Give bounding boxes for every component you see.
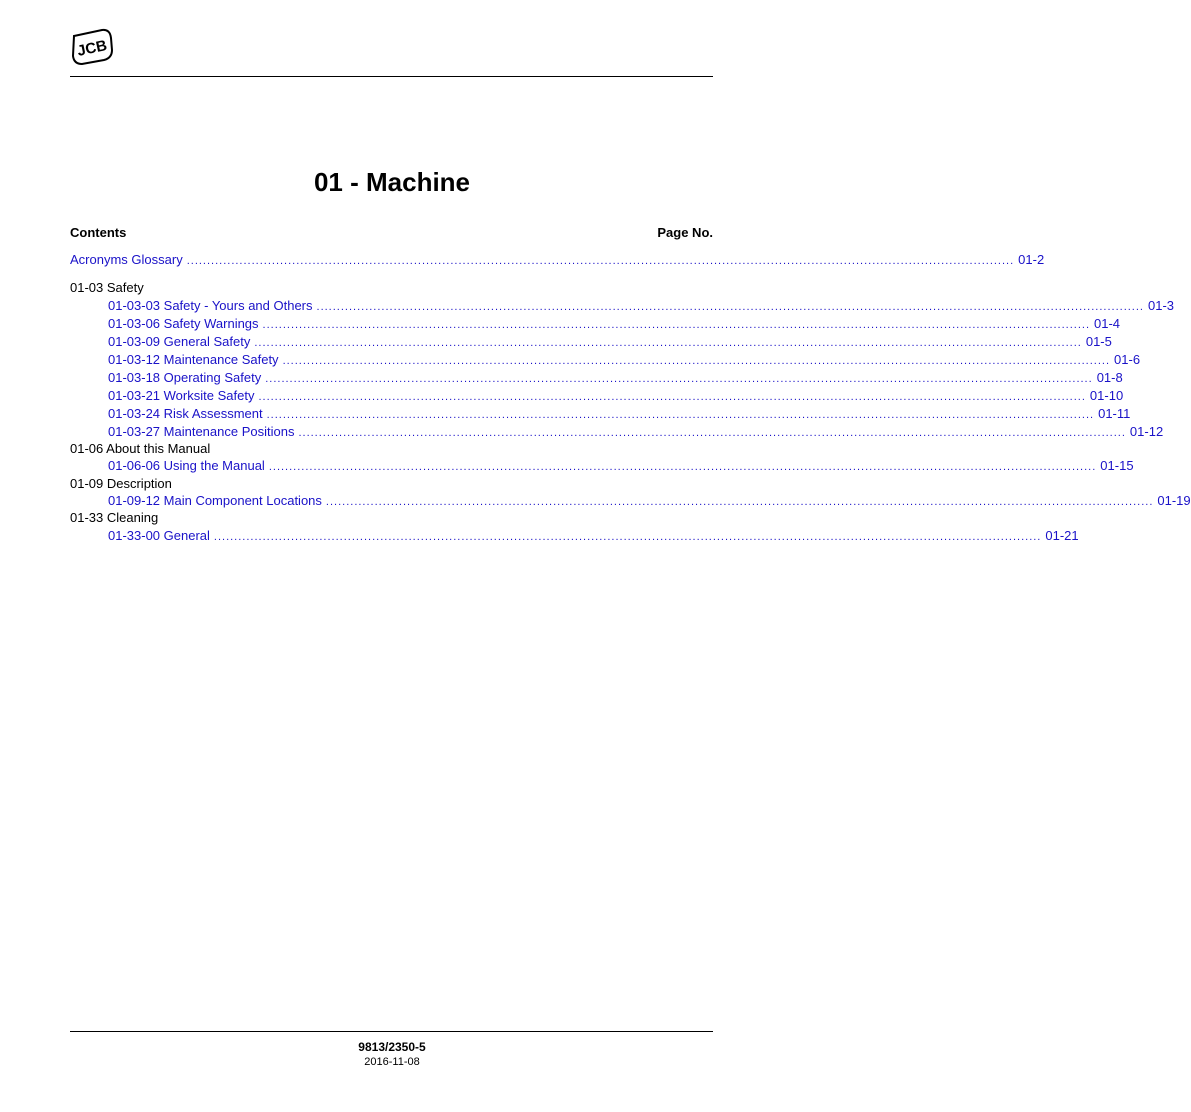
contents-label: Contents — [70, 225, 127, 240]
page-title: 01 - Machine — [313, 167, 471, 197]
logo-text: JCB — [75, 37, 109, 60]
toc-entry-label: 01-33-00 General — [108, 528, 210, 543]
toc-leader-dots: ............................................................................................................................................................................................................ — [325, 496, 1154, 508]
toc-entry-label: 01-09-12 Main Component Locations — [108, 493, 322, 508]
toc-leader-dots: ............................................................................................................................................................................................................ — [262, 319, 1091, 331]
toc-section-about-manual — [70, 440, 713, 458]
toc-entry-label: 01-03-12 Maintenance Safety — [108, 352, 279, 367]
page-no-label: Page No. — [657, 225, 713, 240]
toc-leader-dots: ............................................................................................................................................................................................................ — [265, 373, 1093, 385]
toc-section-label: 01-33 Cleaning — [70, 510, 159, 525]
toc-leader-dots: ............................................................................................................................................................................................................ — [186, 255, 1015, 267]
toc-entry-page: 01-10 — [1089, 388, 1124, 403]
toc-entry-page: 01-11 — [1098, 406, 1131, 421]
document-date: 2016-11-08 — [364, 1056, 420, 1068]
footer-rule — [70, 1031, 713, 1032]
toc-section-description — [70, 475, 713, 493]
toc-entry-worksite-safety[interactable] — [108, 387, 1124, 405]
toc-entry-page: 01-15 — [1100, 458, 1134, 473]
toc-entry-risk-assessment[interactable] — [108, 405, 1131, 423]
toc-entry-safety-warnings[interactable] — [108, 315, 1121, 333]
toc-entry-page: 01-19 — [1157, 493, 1191, 508]
toc-leader-dots: ............................................................................................................................................................................................................ — [316, 301, 1144, 313]
toc-leader-dots: ............................................................................................................................................................................................................ — [298, 427, 1126, 439]
toc-entry-label: 01-03-24 Risk Assessment — [108, 406, 263, 421]
toc-entry-using-manual[interactable] — [108, 457, 1134, 475]
toc-entry-page: 01-3 — [1147, 298, 1175, 313]
toc-section-cleaning — [70, 509, 713, 527]
toc-entry-maintenance-positions[interactable] — [108, 423, 1164, 441]
toc-entry-label: Acronyms Glossary — [70, 252, 183, 267]
toc-entry-label: 01-03-21 Worksite Safety — [108, 388, 255, 403]
toc-entry-maintenance-safety[interactable] — [108, 351, 1141, 369]
toc-entry-page: 01-21 — [1045, 528, 1079, 543]
toc-entry-general[interactable] — [108, 527, 1079, 545]
toc-entry-label: 01-03-06 Safety Warnings — [108, 316, 259, 331]
toc-section-safety — [70, 279, 713, 297]
toc-entry-page: 01-8 — [1096, 370, 1123, 385]
toc-entry-page: 01-6 — [1114, 352, 1141, 367]
toc-leader-dots: ............................................................................................................................................................................................................ — [266, 409, 1095, 421]
toc-entry-label: 01-06-06 Using the Manual — [108, 458, 265, 473]
toc-leader-dots: ............................................................................................................................................................................................................ — [213, 531, 1042, 543]
toc-entry-page: 01-2 — [1018, 252, 1045, 267]
contents-header — [70, 224, 713, 242]
toc-section-label: 01-09 Description — [70, 476, 172, 491]
toc-entry-page: 01-5 — [1085, 334, 1112, 349]
toc-section-label: 01-03 Safety — [70, 280, 144, 295]
toc-leader-dots: ............................................................................................................................................................................................................ — [254, 337, 1082, 349]
toc-entry-operating-safety[interactable] — [108, 369, 1123, 387]
toc-entry-page: 01-12 — [1129, 424, 1164, 439]
toc-entry-label: 01-03-18 Operating Safety — [108, 370, 262, 385]
toc-leader-dots: ............................................................................................................................................................................................................ — [282, 355, 1111, 367]
document-code: 9813/2350-5 — [358, 1040, 426, 1054]
toc-leader-dots: ............................................................................................................................................................................................................ — [258, 391, 1086, 403]
toc-entry-page: 01-4 — [1094, 316, 1121, 331]
toc-entry-general-safety[interactable] — [108, 333, 1112, 351]
toc-entry-label: 01-03-03 Safety - Yours and Others — [108, 298, 313, 313]
header-rule — [70, 76, 713, 77]
toc-section-label: 01-06 About this Manual — [70, 441, 211, 456]
jcb-logo — [70, 28, 114, 64]
toc-entry-main-component-locations[interactable] — [108, 492, 1191, 510]
toc-leader-dots: ............................................................................................................................................................................................................ — [268, 461, 1097, 473]
toc-entry-acronyms-glossary[interactable] — [70, 251, 1045, 269]
toc-entry-label: 01-03-09 General Safety — [108, 334, 251, 349]
toc-entry-safety-yours-others[interactable] — [108, 297, 1175, 315]
toc-entry-label: 01-03-27 Maintenance Positions — [108, 424, 295, 439]
